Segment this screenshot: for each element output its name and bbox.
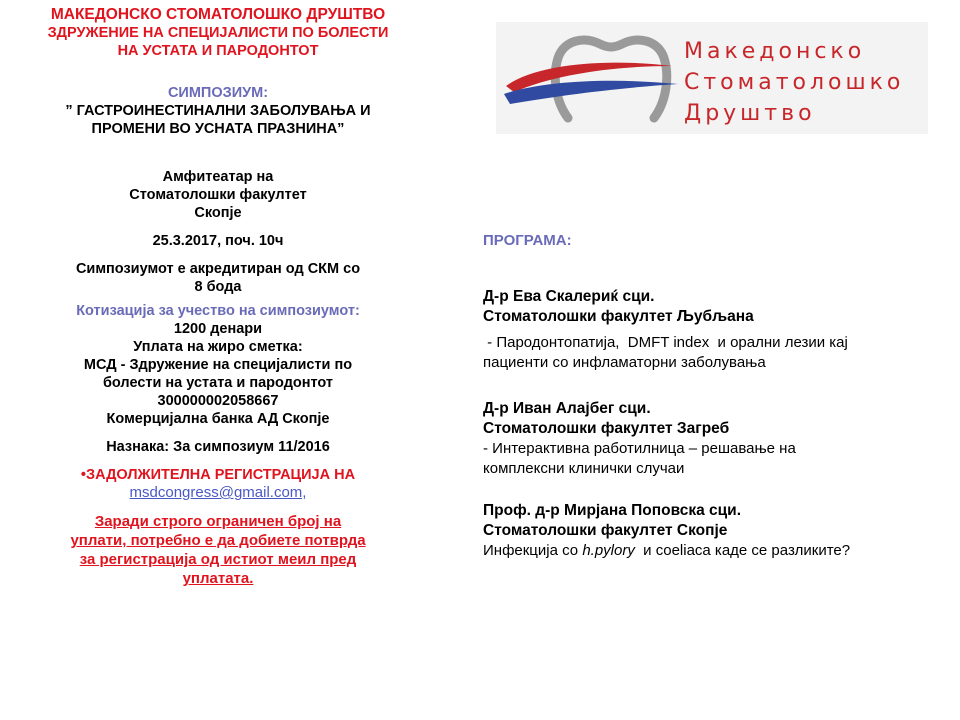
event-info-column	[0, 6, 436, 588]
speaker-affiliation: Стоматолошки факултет Скопје	[483, 522, 728, 539]
speaker-name: Д-р Ева Скалериќ сци.	[483, 288, 655, 305]
logo-word-1: Македонско	[684, 39, 866, 64]
registration-note-4: уплатата.	[182, 570, 254, 587]
accreditation-line-2: 8 бода	[194, 279, 242, 295]
talk-topic: пациенти со инфламаторни заболувања	[483, 354, 766, 371]
registration-email-link[interactable]: msdcongress@gmail.com,	[129, 484, 307, 501]
talk-topic: - Интерактивна работилница – решавање на	[483, 440, 796, 457]
symposium-title-2: ПРОМЕНИ ВО УСНАТА ПРАЗНИНА”	[91, 121, 345, 137]
talk-topic	[483, 541, 953, 561]
talk-topic: комплексни клинички случаи	[483, 460, 685, 477]
account-holder-2: болести на устата и пародонтот	[102, 375, 334, 391]
speaker-affiliation: Стоматолошки факултет Љубљана	[483, 308, 754, 325]
fee-amount: 1200 денари	[173, 321, 263, 337]
account-number: 300000002058667	[157, 393, 279, 409]
symposium-label: СИМПОЗИУМ:	[167, 85, 269, 101]
payment-label: Уплата на жиро сметка:	[133, 339, 303, 355]
accreditation-line-1: Симпозиумот е акредитиран од СКМ со	[75, 261, 361, 277]
speaker-name: Д-р Иван Алајбег сци.	[483, 400, 651, 417]
registration-mandatory: •ЗАДОЛЖИТЕЛНА РЕГИСТРАЦИЈА НА	[80, 467, 356, 483]
speaker-affiliation: Стоматолошки факултет Загреб	[483, 420, 730, 437]
payment-reference: Назнака: За симпозиум 11/2016	[106, 439, 330, 455]
event-date: 25.3.2017, поч. 10ч	[152, 233, 284, 249]
program-item	[483, 399, 953, 479]
topic-text: и coeliaca каде се разликите?	[634, 542, 851, 559]
talk-topic: - Пародонтопатија, DMFT index и орални лезии кај	[483, 334, 848, 351]
program-item	[483, 287, 953, 373]
symposium-title-1: ” ГАСТРОИНЕСТИНАЛНИ ЗАБОЛУВАЊА И	[65, 103, 371, 119]
account-holder-1: МСД - Здружение на специјалисти по	[83, 357, 353, 373]
venue-line-1: Амфитеатар на	[162, 169, 274, 185]
association-line-2: НА УСТАТА И ПАРОДОНТОТ	[117, 43, 319, 59]
registration-note-3: за регистрација од истиот меил пред	[79, 551, 357, 568]
bank-name: Комерцијална банка АД Скопје	[106, 411, 330, 427]
program-item	[483, 501, 953, 561]
speaker-name: Проф. д-р Мирјана Поповска сци.	[483, 502, 742, 519]
logo-word-3: Друштво	[684, 101, 816, 126]
venue-line-3: Скопје	[194, 205, 242, 221]
logo-word-2: Стоматолошко	[684, 70, 905, 95]
topic-italic: h.pylory	[582, 542, 635, 559]
association-line-1: ЗДРУЖЕНИЕ НА СПЕЦИЈАЛИСТИ ПО БОЛЕСТИ	[47, 25, 389, 41]
logo-wordmark	[684, 36, 904, 129]
registration-note-2: уплати, потребно е да добиете потврда	[70, 532, 366, 549]
topic-text: Инфекција со	[483, 542, 583, 559]
org-name: МАКЕДОНСКО СТОМАТОЛОШКО ДРУШТВО	[50, 6, 386, 23]
program-title: ПРОГРАМА:	[483, 232, 572, 249]
tooth-outline-icon	[555, 40, 667, 118]
program-column	[483, 232, 953, 561]
society-logo	[496, 22, 928, 134]
registration-note-1: Заради строго ограничен број на	[94, 513, 342, 530]
venue-line-2: Стоматолошки факултет	[129, 187, 307, 203]
fee-label: Котизација за учество на симпозиумот:	[76, 303, 360, 319]
tooth-emblem-icon	[496, 22, 696, 134]
